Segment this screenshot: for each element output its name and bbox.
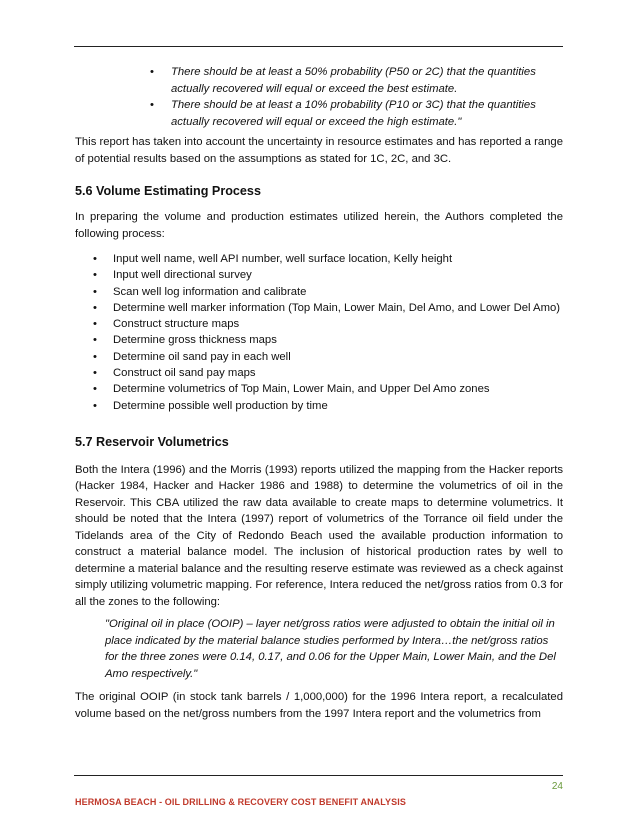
list-item: • Determine well marker information (Top Main, Lower Main, Del Amo, and Lower Del Amo) <box>75 300 563 316</box>
section-5-7-paragraph: Both the Intera (1996) and the Morris (1993) reports utilized the mapping from the Hacker reports (Hacker 1984, Hacker and Hacker 1986 and 1988) to determine the volumetrics of oil in the Reservoir. This CBA utilized the raw data available to create maps to determine volumetrics. It should be noted that the Intera (1997) report of volumetrics of the Torrance oil field under the Tidelands area of the City of Redondo Beach used the available production information to construct a material balance model. The inclusion of historical production rates by well to determine a material balance and the resulting reserve estimate was reviewed as a check against simply utilizing volumetric mapping. For reference, Intera reduced the net/gross ratios from 0.3 for all the zones to the following: <box>75 463 563 608</box>
list-item: • Determine possible well production by time <box>75 398 563 414</box>
section-5-6-paragraph: In preparing the volume and production estimates utilized herein, the Authors completed the following process: <box>75 211 563 240</box>
list-item: • Input well name, well API number, well surface location, Kelly height <box>75 251 563 267</box>
list-item: • Determine volumetrics of Top Main, Lower Main, and Upper Del Amo zones <box>75 381 563 397</box>
intro-paragraph: This report has taken into account the uncertainty in resource estimates and has reported a range of potential results based on the assumptions as stated for 1C, 2C, and 3C. <box>75 136 563 165</box>
list-item: • Construct structure maps <box>75 316 563 332</box>
probability-bullets <box>75 64 563 130</box>
list-item: • Determine gross thickness maps <box>75 332 563 348</box>
list-item: • There should be at least a 10% probability (P10 or 3C) that the quantities actually recovered will equal or exceed the high estimate." <box>75 97 563 130</box>
list-item: • Construct oil sand pay maps <box>75 365 563 381</box>
process-list <box>75 251 563 414</box>
list-item: • There should be at least a 50% probability (P50 or 2C) that the quantities actually recovered will equal or exceed the best estimate. <box>75 64 563 97</box>
list-item: • Scan well log information and calibrate <box>75 284 563 300</box>
intera-quote: "Original oil in place (OOIP) – layer net/gross ratios were adjusted to obtain the initial oil in place indicated by the material balance studies performed by Intera…the net/gross ratios for the three zones were 0.14, 0.17, and 0.06 for the Upper Main, Lower Main, and the Del Amo respectively." <box>105 618 556 680</box>
page-number: 24 <box>551 781 563 792</box>
footer-title: HERMOSA BEACH - OIL DRILLING & RECOVERY COST BENEFIT ANALYSIS <box>75 797 406 807</box>
header-rule <box>74 46 563 47</box>
section-heading-5-6: 5.6 Volume Estimating Process <box>75 184 261 198</box>
list-item: • Input well directional survey <box>75 267 563 283</box>
closing-paragraph: The original OOIP (in stock tank barrels / 1,000,000) for the 1996 Intera report, a recalculated volume based on the net/gross numbers from the 1997 Intera report and the volumetrics from <box>75 691 563 720</box>
section-heading-5-7: 5.7 Reservoir Volumetrics <box>75 434 229 449</box>
footer-rule <box>74 775 563 776</box>
list-item: • Determine oil sand pay in each well <box>75 349 563 365</box>
page-content <box>75 64 563 722</box>
